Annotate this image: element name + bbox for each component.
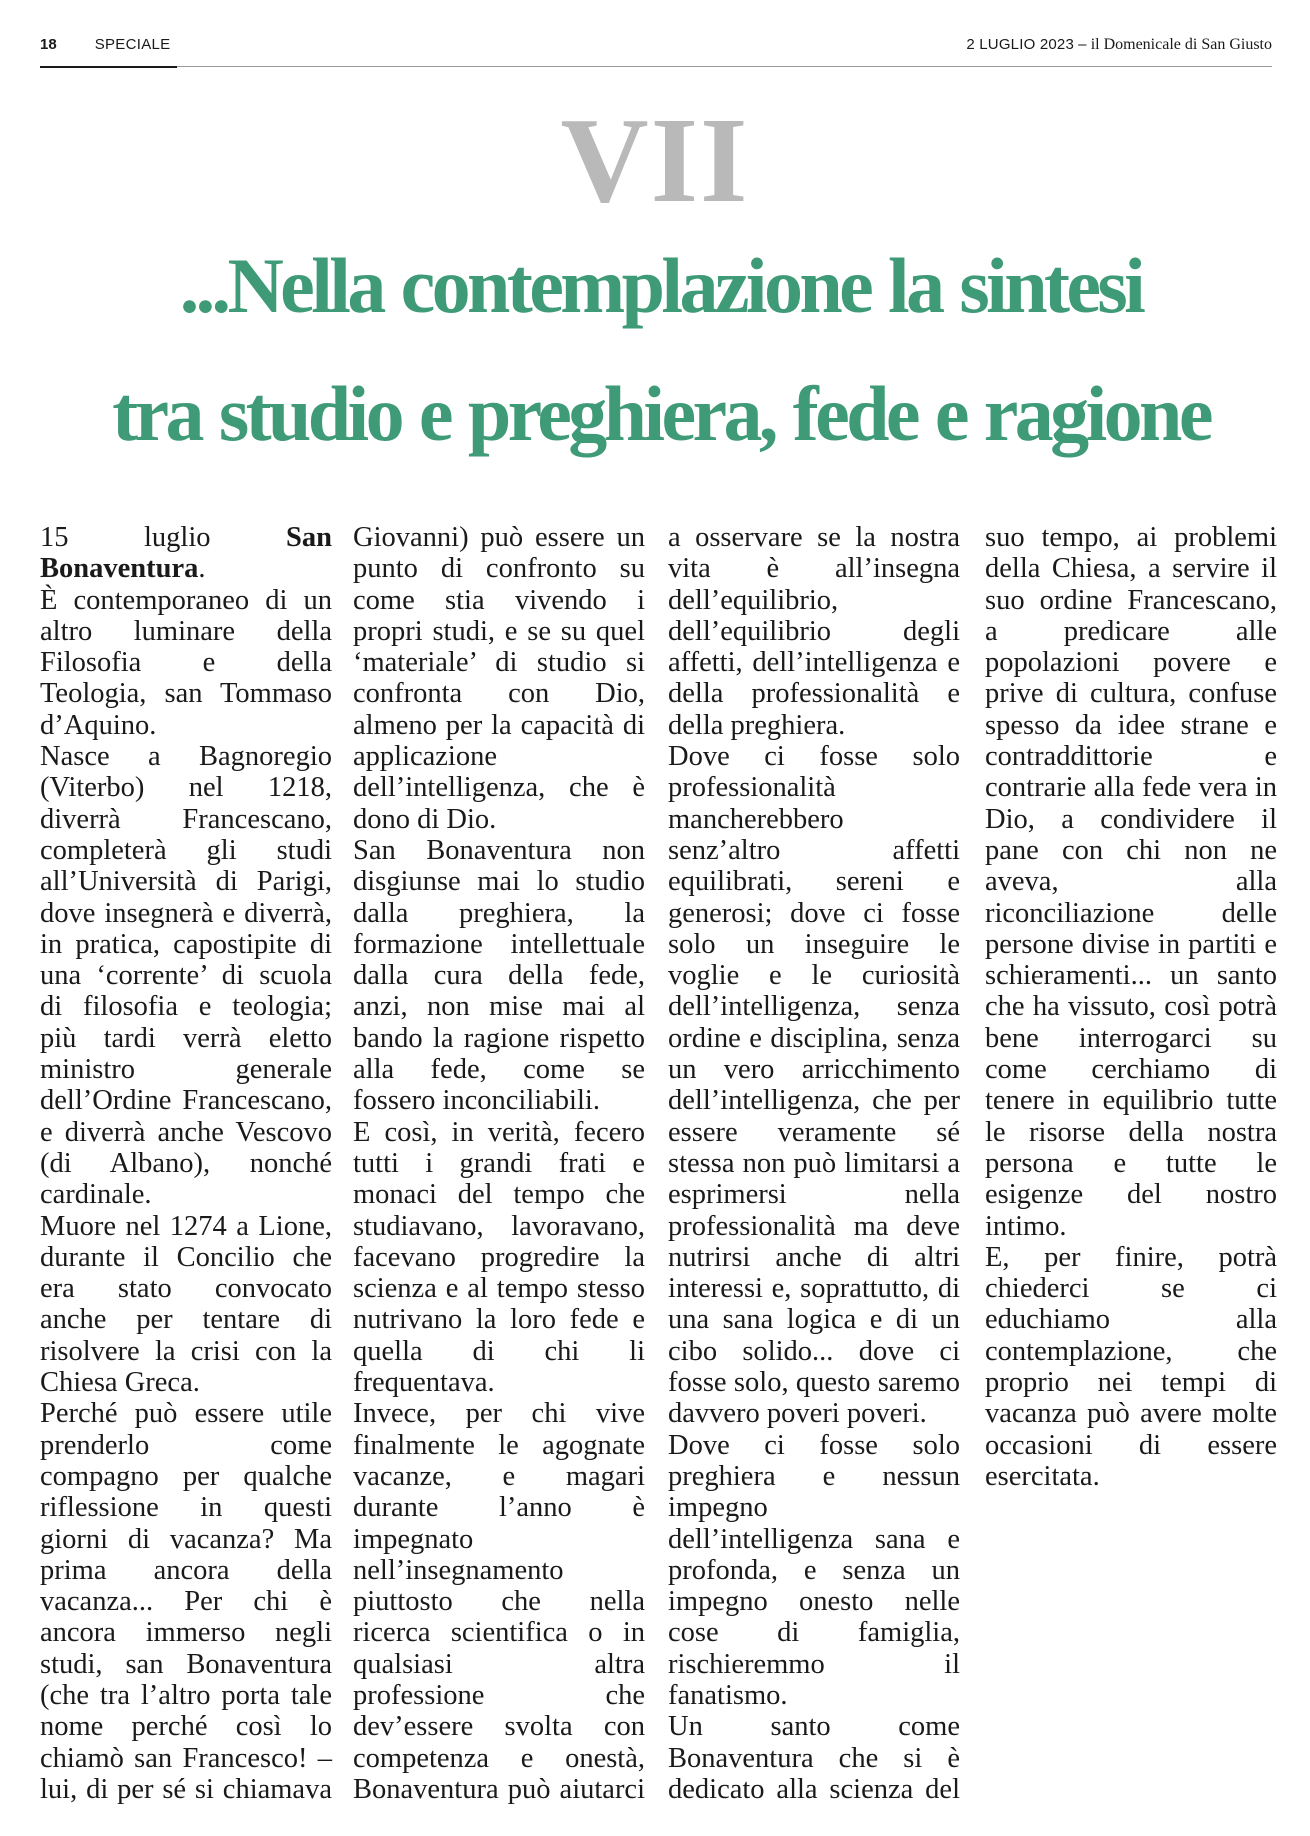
issue-date: 2 LUGLIO 2023 <box>966 36 1074 53</box>
text-column-2 <box>353 522 645 1812</box>
paragraph-continued: a osservare se la nostra vita è all’insegna dell’equilibrio, dell’equilibrio degli affetti, dell’intelligenza e della professionalità e della preghiera. <box>668 522 960 741</box>
header-right <box>966 36 1272 54</box>
chapter-numeral: VII <box>560 93 750 228</box>
section-label: SPECIALE <box>94 36 171 53</box>
paragraph: Dove ci fosse solo preghiera e nessun impegno dell’intelligenza sana e profonda, e senza un impegno onesto nelle cose di famiglia, rischieremmo il fanatismo. <box>668 1429 960 1711</box>
intro-paragraph <box>40 522 332 585</box>
publication-name: il Domenicale di San Giusto <box>1090 36 1272 53</box>
paragraph: È contemporaneo di un altro luminare della Filosofia e della Teologia, san Tommaso d’Aquino. <box>40 584 332 741</box>
paragraph: E, per finire, potrà chiederci se ci educhiamo alla contemplazione, che proprio nei tempi di vacanza può avere molte occasioni di essere esercitata. <box>985 1241 1277 1492</box>
paragraph: E così, in verità, fecero tutti i grandi frati e monaci del tempo che studiavano, lavoravano, facevano progredire la scienza e al tempo stesso nutrivano la loro fede e quella di chi li frequentava. <box>353 1116 645 1399</box>
paragraph: Perché può essere utile prenderlo come compagno per qualche riflessione in questi giorni di vacanza? Ma prima ancora della vacanza... Per chi è ancora immerso negli studi, san Bonaventura (che tra l’altro porta tale nome perché così lo chiamò san Francesco! – lui, di per sé si chiamava <box>40 1398 332 1805</box>
text-column-3 <box>668 522 960 1812</box>
page-header <box>40 36 1272 58</box>
paragraph: Un santo come Bonaventura che si è dedicato alla scienza del <box>668 1711 960 1805</box>
page-number: 18 <box>40 36 57 53</box>
header-separator: – <box>1074 36 1091 53</box>
header-rule <box>177 66 1272 67</box>
article-title <box>36 222 1286 478</box>
title-line-1: ...Nella contemplazione la sintesi <box>179 242 1143 329</box>
title-line-2: tra studio e preghiera, fede e ragione <box>112 370 1210 457</box>
header-left <box>40 36 170 53</box>
article-body <box>40 522 1277 1812</box>
paragraph: Muore nel 1274 a Lione, durante il Concilio che era stato convocato anche per tentare di risolvere la crisi con la Chiesa Greca. <box>40 1210 332 1399</box>
intro-end: . <box>198 553 206 585</box>
paragraph: Nasce a Bagnoregio (Viterbo) nel 1218, diverrà Francescano, completerà gli studi all’Università di Parigi, dove insegnerà e diverrà, in pratica, capostipite di una ‘corrente’ di scuola di filosofia e teologia; più tardi verrà eletto ministro generale dell’Ordine Francescano, e diverrà anche Vescovo (di Albano), nonché cardinale. <box>40 741 332 1211</box>
text-column-1 <box>40 522 332 1812</box>
paragraph-continued: Giovanni) può essere un punto di confronto su come stia vivendo i propri studi, e se su quel ‘materiale’ di studio si confronta con Dio, almeno per la capacità di applicazione dell’intelligenza, che è dono di Dio. <box>353 522 645 835</box>
paragraph: Dove ci fosse solo professionalità mancherebbero senz’altro affetti equilibrati, sereni e generosi; dove ci fosse solo un inseguire le voglie e le curiosità dell’intelligenza, senza ordine e disciplina, senza un vero arricchimento dell’intelligenza, che per essere veramente sé stessa non può limitarsi a esprimersi nella professionalità ma deve nutrirsi anche di altri interessi e, soprattutto, di una sana logica e di un cibo solido... dove ci fosse solo, questo saremo davvero poveri poveri. <box>668 741 960 1430</box>
paragraph: Invece, per chi vive finalmente le agognate vacanze, e magari durante l’anno è impegnato nell’insegnamento piuttosto che nella ricerca scientifica o in qualsiasi altra professione che dev’essere svolta con competenza e onestà, Bonaventura può aiutarci <box>353 1398 645 1805</box>
paragraph: San Bonaventura non disgiunse mai lo studio dalla preghiera, la formazione intellettuale dalla cura della fede, anzi, non mise mai al bando la ragione rispetto alla fede, come se fossero inconciliabili. <box>353 834 645 1117</box>
intro-saint: San Bonaventura <box>40 522 332 585</box>
text-column-4 <box>985 522 1277 1812</box>
header-rule-accent <box>40 66 177 68</box>
intro-date: 15 luglio <box>40 522 287 553</box>
paragraph-continued: suo tempo, ai problemi della Chiesa, a servire il suo ordine Francescano, a predicare alle popolazioni povere e prive di cultura, confuse spesso da idee strane e contraddittorie e contrarie alla fede vera in Dio, a condividere il pane con chi non ne aveva, alla riconciliazione delle persone divise in partiti e schieramenti... un santo che ha vissuto, così potrà bene interrogarci su come cerchiamo di tenere in equilibrio tutte le risorse della nostra persona e tutte le esigenze del nostro intimo. <box>985 522 1277 1242</box>
